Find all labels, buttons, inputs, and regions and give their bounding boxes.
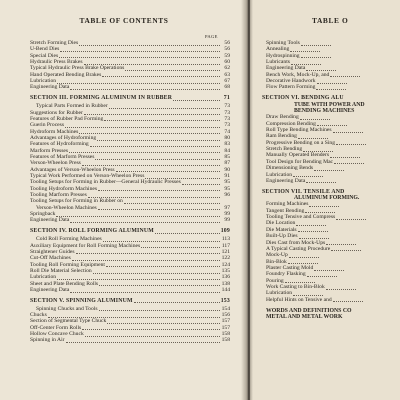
toc-entry-text: Tooling Setups for Forming in Rubber on [30,198,123,205]
toc-page-number: 144 [221,286,230,293]
toc-entry-text: Die Location [266,220,296,227]
toc-section-heading [30,298,230,304]
toc-entry-text: Section of Segmental Type Chuck [30,318,107,325]
toc-entry-text: Hydroform Machines [30,128,79,135]
dot-leader [330,153,360,158]
toc-entry-text: Typical Parts Formed in Rubber [36,103,108,110]
toc-entry-text: TUBE WITH POWER AND [294,101,365,108]
toc-entry-text: Engineering Data [30,84,70,91]
toc-entry [30,268,230,274]
toc-page-number: 154 [221,305,230,312]
toc-entry [30,78,230,84]
dot-leader [57,79,220,84]
toc-page-number: 95 [224,179,230,186]
toc-entry-text: Die Materials [266,226,297,233]
toc-page-number: 136 [221,274,230,281]
toc-entry-text: Helpful Hints on Tensive and [266,296,332,303]
dot-leader [134,298,220,303]
toc-page-number: 135 [221,267,230,274]
dot-leader [298,227,328,232]
toc-entry-text: Bench Work, Mock-Up, and [266,71,330,78]
toc-entry [266,114,400,120]
toc-entry [266,246,400,252]
toc-page-number: 90 [224,166,230,173]
toc-entry-text: Built-Up Dies [266,233,298,240]
toc-page-number: 121 [221,248,230,255]
toc-entry-text: Pouring [266,277,284,284]
toc-entry-text: SECTION III. FORMING ALUMINUM IN RUBBER [30,95,173,102]
dot-leader [103,237,220,242]
toc-page-number: 122 [221,255,230,262]
toc-entry [266,284,400,290]
dot-leader [66,338,221,343]
toc-entries-right [250,0,400,400]
toc-page-number: 113 [221,236,230,243]
toc-entry-text: Tooling Setups for Forming in Rubber—General Hydraulic Presses [30,179,181,186]
toc-entry [266,172,400,178]
toc-entry [36,306,230,312]
dot-leader [79,41,220,46]
dot-leader [109,104,220,109]
toc-entry-text: SECTION VI. BENDING ALU [262,95,344,102]
dot-leader [307,272,337,277]
toc-entry-text: Advantages of Verson-Wheelon Press [30,166,115,173]
toc-entry [266,278,400,284]
toc-entry-text: Off-Center Form Rolls [30,324,82,331]
toc-entry [30,65,230,71]
toc-page-number: 153 [220,297,230,304]
toc-entry-text: Engineering Data [30,217,70,224]
toc-entry-text: Engineering Data [266,177,306,184]
toc-entry-text: Stretch Forming Dies [30,40,79,46]
dot-leader [102,72,220,77]
dot-leader [316,85,346,90]
toc-entry-text: Tooling Roll Forming Equipment [30,261,105,268]
dot-leader [99,281,220,286]
toc-entry-text: Draw Bending [266,114,299,121]
toc-section-heading [294,102,400,108]
toc-entry [30,148,230,154]
toc-entry [30,318,230,324]
toc-entry [266,53,400,59]
toc-page-number: 157 [221,324,230,331]
dot-leader [93,269,220,274]
toc-entry [266,72,400,78]
toc-section-heading [266,308,400,314]
dot-leader [333,297,363,302]
toc-page-number: 60 [224,59,230,66]
dot-leader [288,259,318,264]
toc-entry-text: Typical Hydraulic Press Brake Operations [30,65,125,72]
toc-entry [266,227,400,233]
toc-entry-text: A Typical Casting Procedure [266,245,331,252]
toc-entry-text: WORDS AND DEFINITIONS CO [266,307,352,314]
toc-entry [30,110,230,116]
toc-page-number: 99 [224,211,230,218]
dot-leader [306,178,336,183]
toc-entry-text: Lubrication [30,274,57,281]
toc-page-number: 97 [224,204,230,211]
toc-entry-text: Typical Work Performed on Verson-Wheelon Press [30,173,145,179]
toc-entry [266,201,400,207]
toc-entry-text: Roll Die Material Selection [30,267,92,274]
toc-entry-text: Features of Marform Presses [30,153,95,160]
toc-entry-text: Spinning Chucks and Tools [36,305,98,312]
toc-entry [266,159,400,165]
toc-entry-text: Tangent Bending [266,207,305,214]
toc-entry-text: Special Dies [30,52,59,59]
dot-leader [48,313,220,318]
toc-section-heading [266,314,400,320]
toc-entry-text: Roll Type Bending Machines [266,127,332,134]
toc-entry [266,214,400,220]
toc-entry [30,281,230,287]
toc-entry [266,46,400,52]
dot-leader [76,249,220,254]
dot-leader [305,208,335,213]
dot-leader [84,110,220,115]
page-title-right: TABLE O [312,16,349,25]
dot-leader [70,288,220,293]
toc-entry [30,141,230,147]
dot-leader [333,128,363,133]
toc-entry [266,152,400,158]
dot-leader [291,60,321,65]
toc-page-number: 67 [224,78,230,85]
toc-section-heading [262,95,400,101]
toc-entry [266,40,400,46]
toc-entry [266,84,400,90]
book-gutter [241,0,253,400]
toc-entry [30,129,230,135]
toc-entry-text: Sheet and Plate Bending Rolls [30,280,99,287]
toc-entry [30,211,230,217]
toc-page-number: 56 [224,46,230,53]
toc-entry [36,205,230,211]
toc-entry [30,243,230,249]
toc-page-number: 85 [224,153,230,160]
toc-entry [30,46,230,52]
toc-entry-text: SECTION IV. ROLL FORMING ALUMINUM [30,228,154,235]
toc-entry [266,59,400,65]
toc-entry-text: Plaster Casting Mold [266,264,314,271]
dot-leader [82,325,220,330]
toc-entry-text: Guerin Process [30,122,65,129]
toc-page-number: 71 [223,95,230,102]
toc-entry-text: Forming Machines [266,201,309,208]
dot-leader [60,47,220,52]
toc-entry [30,72,230,78]
toc-entry-text: U-Bend Dies [30,46,60,53]
toc-entry-text: Lubrication [266,290,293,297]
toc-entry-text: Mock-Up [266,252,288,259]
toc-entry-text: Engineering Data [266,65,306,72]
dot-leader [90,142,220,147]
toc-page-number: 73 [224,115,230,122]
toc-entry [266,233,400,239]
toc-entry [266,140,400,146]
toc-entry-text: Tooling Hydroform Machines [30,185,98,192]
dot-leader [107,319,220,324]
dot-leader [97,136,220,141]
toc-entry-text: Ram Bending [266,133,297,140]
dot-leader [173,96,220,101]
toc-entry-text: Cut-Off Machines [30,255,71,262]
toc-page-number: 68 [224,84,230,91]
dot-leader [289,253,319,258]
toc-page-number: 158 [221,337,230,344]
toc-entry-text: Flow Pattern Forming [266,84,316,91]
toc-entry-text: Hollow Concave Chuck [30,331,84,338]
toc-entry-text: Tool Design for Bending Mac [266,158,334,165]
toc-entry-text: ALUMINUM FORMING. [294,195,360,202]
toc-entry [30,154,230,160]
toc-page-number: 158 [221,331,230,338]
toc-entry [30,331,230,337]
dot-leader [336,140,366,145]
toc-page-number: 74 [224,128,230,135]
toc-entry-text: Cold Roll Forming Machines [36,236,102,243]
toc-entry-text: SECTION V. SPINNING ALUMINUM [30,297,133,304]
toc-entry [30,325,230,331]
toc-page-number: 91 [224,173,230,179]
toc-entry [266,121,400,127]
toc-entry [266,178,400,184]
dot-leader [298,134,328,139]
dot-leader [145,174,220,179]
toc-entry-text: Marform Presses [30,147,69,154]
toc-entry-text: BENDING MACHINES [294,108,355,114]
toc-entry [266,259,400,265]
dot-leader [88,193,220,198]
toc-page-number: 73 [224,122,230,129]
toc-entry-text: Work Casting to Bin-Blok [266,283,325,290]
toc-entry-text: Bin-Blok [266,258,287,265]
toc-page-number: 109 [220,228,230,235]
toc-entry [266,127,400,133]
toc-entry [36,103,230,109]
dot-leader [303,147,333,152]
toc-entry-text: Manually Operated Benders [266,152,330,159]
dot-leader [336,215,366,220]
dot-leader [70,218,220,223]
toc-page-number: 99 [224,217,230,224]
dot-leader [155,229,220,234]
toc-entry-text: Features of Hydroforming [30,141,89,148]
toc-section-heading [262,189,400,195]
dot-leader [306,66,336,71]
toc-entry-text: Hydraulic Press Brakes [30,59,83,66]
toc-entry-text: Spinning in Air [30,337,65,344]
dot-leader [326,240,356,245]
toc-page-number: 84 [224,147,230,154]
dot-leader [65,123,220,128]
toc-entry [266,290,400,296]
toc-section-heading [294,108,400,114]
toc-entry [30,116,230,122]
toc-entry-text: Foundry Flasking [266,271,306,278]
toc-entry [30,40,230,46]
toc-entry-text: Stretch Bending [266,146,303,153]
toc-page-number: 59 [224,52,230,59]
toc-entry [266,165,400,171]
toc-entry [266,265,400,271]
dot-leader [116,167,220,172]
dot-leader [309,202,339,207]
toc-entry-text: Lubrication [30,78,57,85]
toc-entry [266,220,400,226]
dot-leader [124,199,220,204]
toc-entry [30,53,230,59]
toc-entry [266,65,400,71]
toc-page-number: 62 [224,65,230,72]
dot-leader [125,66,220,71]
toc-page-number: 63 [224,71,230,78]
page-title: TABLE OF CONTENTS [79,16,169,25]
dot-leader [70,85,220,90]
dot-leader [285,278,315,283]
toc-entry [266,240,400,246]
toc-page-number: 87 [224,160,230,167]
toc-entry [30,179,230,185]
toc-entry-text: Annealing [266,46,290,53]
toc-entry [266,252,400,258]
dot-leader [314,266,344,271]
toc-entry [30,84,230,90]
dot-leader [84,60,220,65]
toc-entry-text: Lubrication [266,171,293,178]
dot-leader [330,72,360,77]
dot-leader [182,180,220,185]
dot-leader [85,332,220,337]
toc-section-heading [294,195,400,201]
dot-leader [334,159,364,164]
toc-page-number: 73 [224,103,230,110]
toc-page-number: 83 [224,141,230,148]
dot-leader [59,53,220,58]
toc-page-number: 138 [221,280,230,287]
dot-leader [95,155,220,160]
dot-leader [69,148,220,153]
toc-section-heading [30,95,230,101]
toc-entry-text: Chucks [30,312,47,318]
toc-entry-text: Decorative Handwork [266,78,316,85]
toc-entry [30,122,230,128]
toc-entry-text: Dies Cast from Mock-Ups [266,239,326,246]
toc-entry-text: Suggestions for Rubber [30,109,83,116]
toc-entry [266,208,400,214]
toc-entry-text: Springback [30,211,56,218]
toc-entry [36,236,230,242]
toc-page-number: 156 [221,312,230,318]
toc-entry [266,297,400,303]
dot-leader [72,256,220,261]
toc-entry [266,271,400,277]
toc-page-number: 56 [224,40,230,46]
toc-entry [30,287,230,293]
dot-leader [317,121,347,126]
toc-entry-text: SECTION VII. TENSILE AND [262,188,345,195]
dot-leader [106,262,220,267]
dot-leader [317,79,347,84]
dot-leader [104,116,220,121]
dot-leader [314,166,344,171]
dot-leader [290,47,320,52]
toc-entry-text: Progressive Bending on a Sing [266,139,335,146]
toc-entry [30,337,230,343]
toc-entry [30,274,230,280]
toc-entry-text: Tooling Tensive and Compress [266,214,336,221]
dot-leader [56,212,220,217]
toc-entry-text: Tooling Marform Presses [30,192,87,199]
dot-leader [98,205,220,210]
toc-page-number: 95 [224,185,230,192]
toc-page-number: 73 [224,109,230,116]
toc-entry-text: Verson-Wheelon Press [30,160,81,167]
toc-entry-text: Advantages of Hydroforming [30,134,97,141]
toc-entry [266,133,400,139]
toc-entry-text: Dimensioning Bends [266,165,314,172]
dot-leader [299,234,329,239]
toc-page-number: 80 [224,134,230,141]
toc-entry-text: Hand Operated Bending Brakes [30,71,102,78]
toc-entry [30,198,230,204]
toc-entry-text: METAL AND METAL WORK [266,313,343,320]
dot-leader [301,53,331,58]
toc-entry-text: Spinning Tools [266,40,300,46]
right-page [250,0,400,400]
toc-entry-text: Engineering Data [30,286,70,293]
toc-entry [30,255,230,261]
dot-leader [98,186,220,191]
dot-leader [293,291,323,296]
dot-leader [57,275,220,280]
dot-leader [141,243,220,248]
dot-leader [99,306,220,311]
toc-page-number: 124 [221,261,230,268]
toc-entry-text: Hydrospinning [266,52,300,59]
toc-entry-text: Features of Rubber Pad Forming [30,115,104,122]
toc-entry [30,167,230,173]
dot-leader [79,129,220,134]
dot-leader [296,221,326,226]
page-column-header: PAGE [205,34,218,39]
dot-leader [293,172,323,177]
toc-section-heading [30,228,230,234]
toc-entry [30,160,230,166]
toc-entry-text: Auxiliary Equipment for Roll Forming Machines [30,242,141,249]
toc-entry-text: Verson-Wheelon Machines [36,204,97,211]
dot-leader [82,161,220,166]
toc-entry [30,262,230,268]
toc-page-number: 96 [224,192,230,199]
toc-entry-text: Compression Bending [266,120,316,127]
toc-entry [30,217,230,223]
toc-page-number: 117 [221,242,230,249]
toc-entry-text: Straightener Guides [30,248,75,255]
dot-leader [331,246,361,251]
dot-leader [300,115,330,120]
toc-entry [266,78,400,84]
dot-leader [301,41,331,46]
toc-entry [30,59,230,65]
toc-entry [266,146,400,152]
dot-leader [326,285,356,290]
toc-page-number: 157 [221,318,230,325]
toc-entry-text: Lubricants [266,59,290,66]
